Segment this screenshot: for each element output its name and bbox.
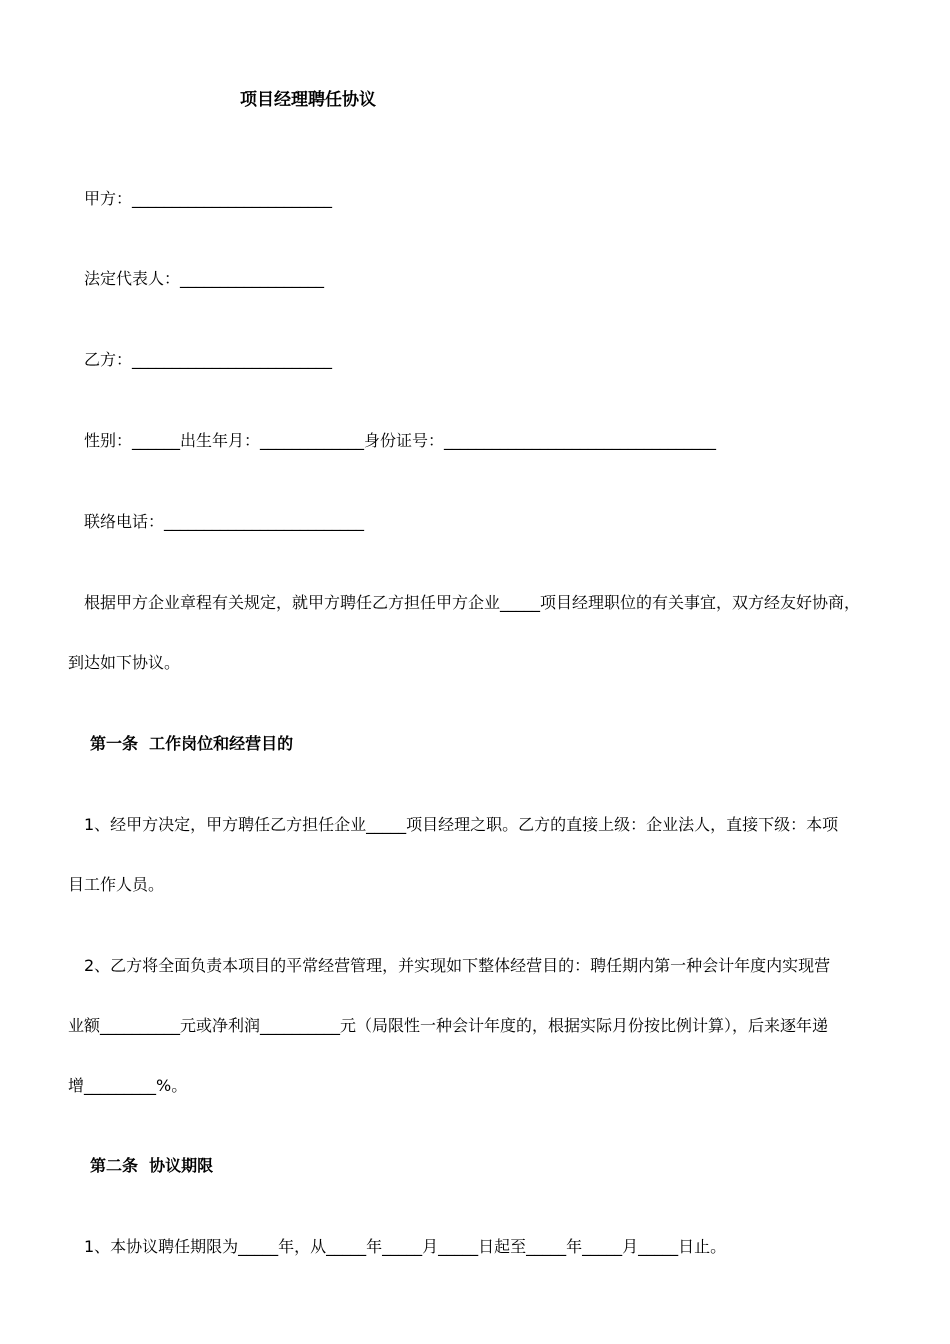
article-1-item-1-line-1: 1、经甲方决定，甲方聘任乙方担任企业_____项目经理之职。乙方的直接上级：企业法人，直接下级：本项 xyxy=(84,815,839,834)
article-1-heading: 第一条 工作岗位和经营目的 xyxy=(90,734,294,753)
article-1-item-2-line-1: 2、乙方将全面负责本项目的平常经营管理，并实现如下整体经营目的：聘任期内第一种会计年度内实现营 xyxy=(84,956,831,975)
article-1-item-2-line-2: 业额__________元或净利润__________元（局限性一种会计年度的，根据实际月份按比例计算），后来逐年递 xyxy=(68,1016,829,1035)
article-1-item-1-line-2: 目工作人员。 xyxy=(68,875,165,894)
article-2-heading: 第二条 协议期限 xyxy=(90,1156,214,1175)
intro-paragraph-line-2: 到达如下协议。 xyxy=(68,653,181,672)
personal-info-field: 性别：______出生年月：_____________身份证号：__________________________________ xyxy=(84,431,717,450)
phone-field: 联络电话：_________________________ xyxy=(84,512,365,531)
intro-paragraph-line-1: 根据甲方企业章程有关规定，就甲方聘任乙方担任甲方企业_____项目经理职位的有关事宜，双方经友好协商， xyxy=(84,593,861,612)
legal-representative-field: 法定代表人：__________________ xyxy=(84,269,325,288)
party-a-field: 甲方：_________________________ xyxy=(84,189,333,208)
article-1-item-2-line-3: 增_________%。 xyxy=(68,1076,188,1095)
article-2-item-1: 1、本协议聘任期限为_____年，从_____年_____月_____日起至_____年_____月_____日止。 xyxy=(84,1237,727,1256)
party-b-field: 乙方：_________________________ xyxy=(84,350,333,369)
document-title: 项目经理聘任协议 xyxy=(240,90,376,110)
